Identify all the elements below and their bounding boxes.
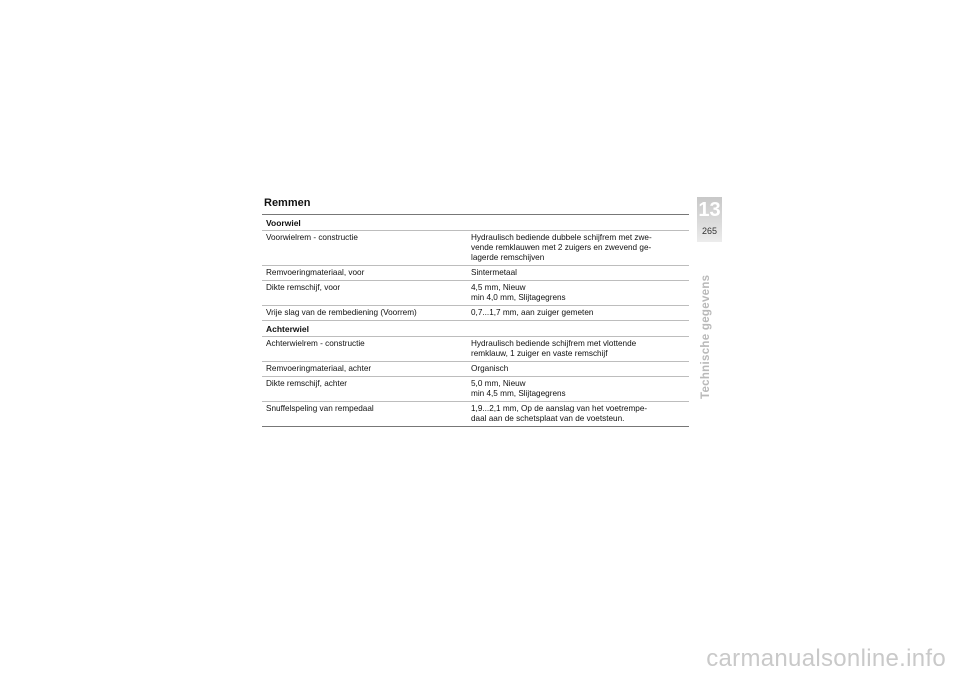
row-label: Dikte remschijf, voor <box>262 281 469 306</box>
row-label: Dikte remschijf, achter <box>262 377 469 402</box>
row-label: Remvoeringmateriaal, achter <box>262 362 469 377</box>
row-label: Vrije slag van de rembediening (Voorrem) <box>262 306 469 321</box>
row-value: 0,7...1,7 mm, aan zuiger gemeten <box>469 306 689 321</box>
chapter-number: 13 <box>698 199 721 221</box>
group-heading: Voorwiel <box>262 215 689 231</box>
table-row <box>262 281 689 306</box>
group-header-rear <box>262 321 689 337</box>
row-value: Sintermetaal <box>469 266 689 281</box>
watermark: carmanualsonline.info <box>706 645 946 672</box>
table-row <box>262 266 689 281</box>
table-row <box>262 402 689 427</box>
table-row <box>262 337 689 362</box>
row-value: 5,0 mm, Nieuw min 4,5 mm, Slijtagegrens <box>469 377 689 402</box>
row-value: Organisch <box>469 362 689 377</box>
row-value: Hydraulisch bediende dubbele schijfrem met zwe- vende remklauwen met 2 zuigers en zwevend ge- lagerde remschijven <box>469 231 689 266</box>
table-row <box>262 306 689 321</box>
section-title: Remmen <box>264 197 311 209</box>
row-label: Remvoeringmateriaal, voor <box>262 266 469 281</box>
row-value: 4,5 mm, Nieuw min 4,0 mm, Slijtagegrens <box>469 281 689 306</box>
brakes-spec-table <box>262 214 689 427</box>
row-label: Achterwielrem - constructie <box>262 337 469 362</box>
table-row <box>262 377 689 402</box>
table-row <box>262 231 689 266</box>
row-label: Voorwielrem - constructie <box>262 231 469 266</box>
row-value: 1,9...2,1 mm, Op de aanslag van het voetrempe- daal aan de schetsplaat van de voetsteun. <box>469 402 689 427</box>
table-row <box>262 362 689 377</box>
group-header-front <box>262 215 689 231</box>
row-value: Hydraulisch bediende schijfrem met vlottende remklauw, 1 zuiger en vaste remschijf <box>469 337 689 362</box>
page-number: 265 <box>701 226 718 236</box>
row-label: Snuffelspeling van rempedaal <box>262 402 469 427</box>
chapter-sidebar-title: Technische gegevens <box>700 274 712 399</box>
group-heading: Achterwiel <box>262 321 689 337</box>
